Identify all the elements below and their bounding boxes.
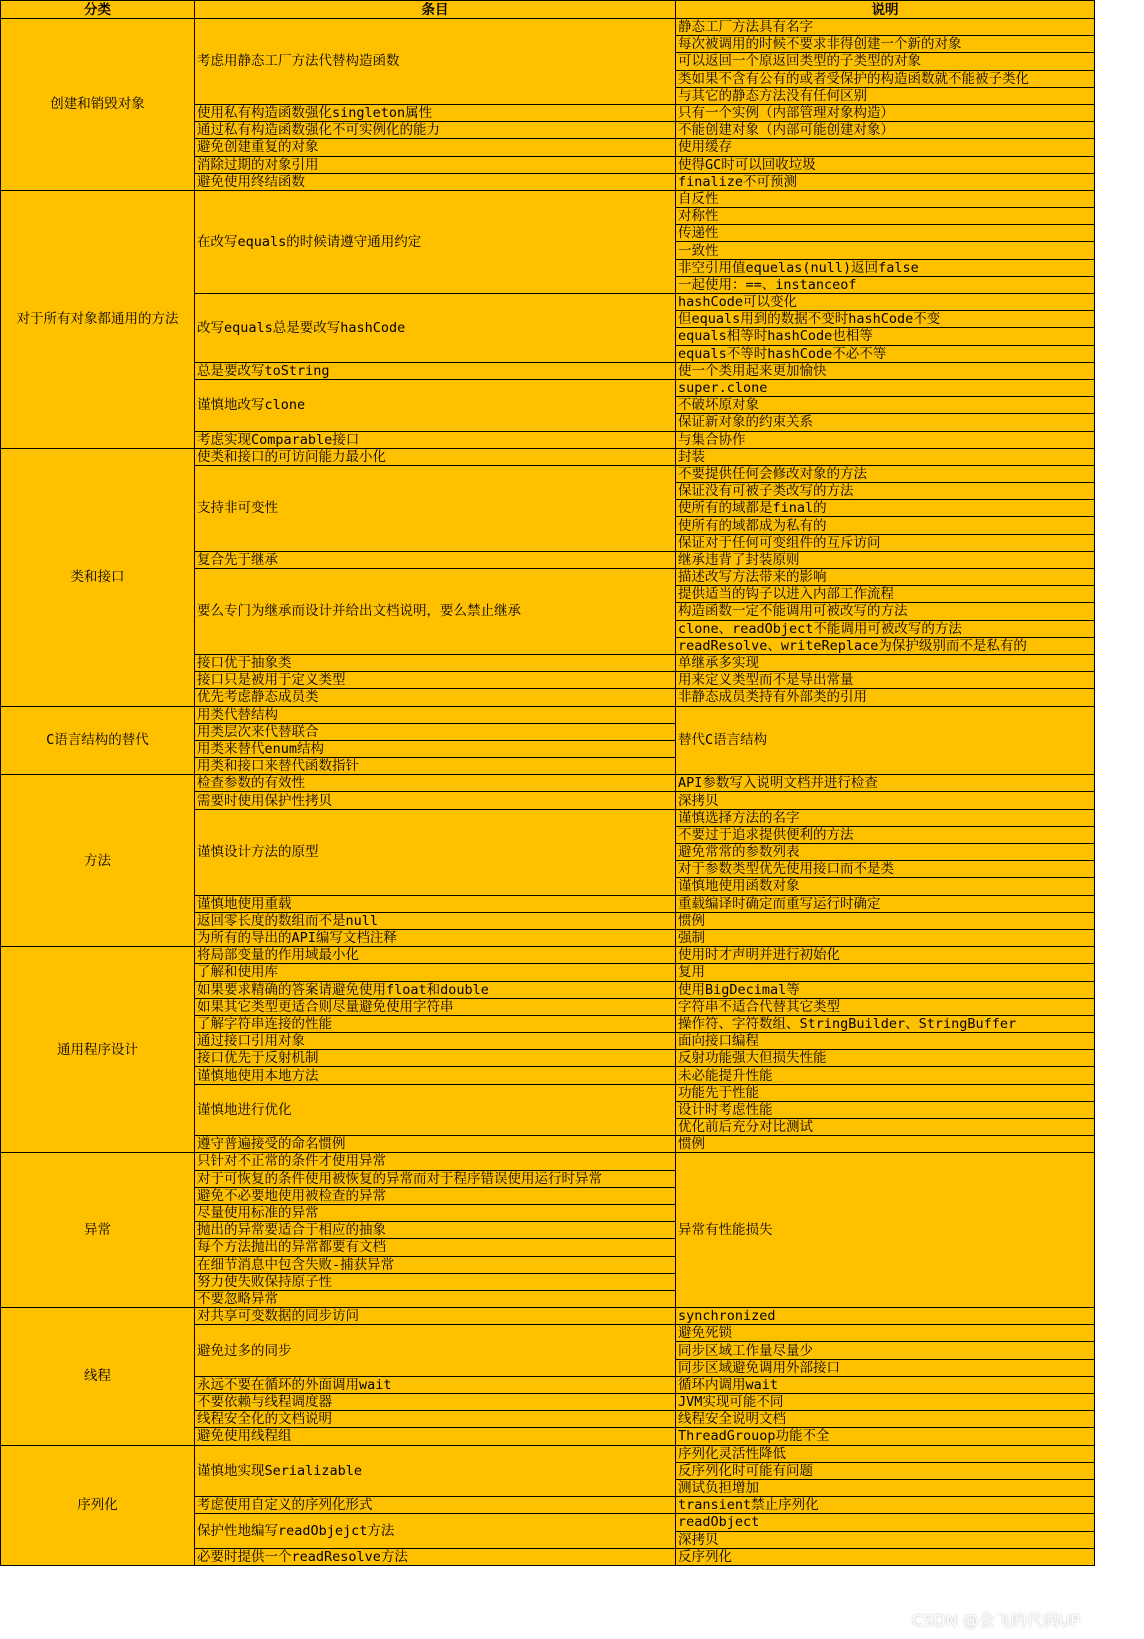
- category-cell: C语言结构的替代: [1, 706, 195, 775]
- note-cell: 每次被调用的时候不要求非得创建一个新的对象: [676, 36, 1095, 53]
- note-cell: 保证新对象的约束关系: [676, 414, 1095, 431]
- note-cell: 面向接口编程: [676, 1033, 1095, 1050]
- item-cell: 用类来替代enum结构: [195, 740, 676, 757]
- item-cell: 谨慎地实现Serializable: [195, 1445, 676, 1497]
- note-cell: 避免死锁: [676, 1325, 1095, 1342]
- note-cell: equals不等时hashCode不必不等: [676, 345, 1095, 362]
- note-cell: ThreadGrouop功能不全: [676, 1428, 1095, 1445]
- note-cell: 重载编译时确定而重写运行时确定: [676, 895, 1095, 912]
- item-cell: 不要依赖与线程调度器: [195, 1394, 676, 1411]
- table-row: [1, 947, 1095, 964]
- note-cell: 线程安全说明文档: [676, 1411, 1095, 1428]
- note-cell: 序列化灵活性降低: [676, 1445, 1095, 1462]
- header-category: 分类: [1, 1, 195, 19]
- note-cell-merged: 替代C语言结构: [676, 706, 1095, 775]
- item-cell: 在细节消息中包含失败-捕获异常: [195, 1256, 676, 1273]
- note-cell: 操作符、字符数组、StringBuilder、StringBuffer: [676, 1015, 1095, 1032]
- item-cell: 要么专门为继承而设计并给出文档说明，要么禁止继承: [195, 569, 676, 655]
- note-cell: synchronized: [676, 1308, 1095, 1325]
- item-cell: 为所有的导出的API编写文档注释: [195, 929, 676, 946]
- table-row: [1, 1445, 1095, 1462]
- item-cell: 避免不必要地使用被检查的异常: [195, 1187, 676, 1204]
- table-row: [1, 775, 1095, 792]
- note-cell: clone、readObject不能调用可被改写的方法: [676, 620, 1095, 637]
- note-cell: 设计时考虑性能: [676, 1101, 1095, 1118]
- note-cell: 同步区域工作量尽量少: [676, 1342, 1095, 1359]
- item-cell: 线程安全化的文档说明: [195, 1411, 676, 1428]
- item-cell: 谨慎地使用重载: [195, 895, 676, 912]
- note-cell: 继承违背了封装原则: [676, 551, 1095, 568]
- note-cell: 反射功能强大但损失性能: [676, 1050, 1095, 1067]
- item-cell: 用类代替结构: [195, 706, 676, 723]
- note-cell: 使用缓存: [676, 139, 1095, 156]
- note-cell: 谨慎选择方法的名字: [676, 809, 1095, 826]
- category-cell: 通用程序设计: [1, 947, 195, 1153]
- item-cell: 尽量使用标准的异常: [195, 1204, 676, 1221]
- item-cell: 抛出的异常要适合于相应的抽象: [195, 1222, 676, 1239]
- table-row: [1, 1308, 1095, 1325]
- note-cell: 保证对于任何可变组件的互斥访问: [676, 534, 1095, 551]
- table-row: [1, 448, 1095, 465]
- category-cell: 类和接口: [1, 448, 195, 706]
- note-cell: 循环内调用wait: [676, 1376, 1095, 1393]
- note-cell: 单继承多实现: [676, 654, 1095, 671]
- table-row: [1, 190, 1095, 207]
- table-row: [1, 706, 1095, 723]
- note-cell: readResolve、writeReplace为保护级别而不是私有的: [676, 637, 1095, 654]
- note-cell: 不能创建对象（内部可能创建对象）: [676, 122, 1095, 139]
- item-cell: 通过私有构造函数强化不可实例化的能力: [195, 122, 676, 139]
- note-cell: super.clone: [676, 379, 1095, 396]
- note-cell: equals相等时hashCode也相等: [676, 328, 1095, 345]
- note-cell: 非空引用值equelas(null)返回false: [676, 259, 1095, 276]
- note-cell: 与其它的静态方法没有任何区别: [676, 87, 1095, 104]
- item-cell: 每个方法抛出的异常都要有文档: [195, 1239, 676, 1256]
- item-cell: 支持非可变性: [195, 465, 676, 551]
- note-cell: 一起使用：==、instanceof: [676, 276, 1095, 293]
- note-cell: 对称性: [676, 208, 1095, 225]
- note-cell: 保证没有可被子类改写的方法: [676, 483, 1095, 500]
- note-cell: 谨慎地使用函数对象: [676, 878, 1095, 895]
- note-cell-merged: 异常有性能损失: [676, 1153, 1095, 1308]
- note-cell: readObject: [676, 1514, 1095, 1531]
- note-cell: 测试负担增加: [676, 1479, 1095, 1496]
- item-cell: 通过接口引用对象: [195, 1033, 676, 1050]
- item-cell: 使用私有构造函数强化singleton属性: [195, 104, 676, 121]
- category-cell: 对于所有对象都通用的方法: [1, 190, 195, 448]
- note-cell: 未必能提升性能: [676, 1067, 1095, 1084]
- note-cell: 不破坏原对象: [676, 397, 1095, 414]
- note-cell: 惯例: [676, 912, 1095, 929]
- item-cell: 不要忽略异常: [195, 1290, 676, 1307]
- note-cell: 使用BigDecimal等: [676, 981, 1095, 998]
- item-cell: 谨慎设计方法的原型: [195, 809, 676, 895]
- note-cell: 优化前后充分对比测试: [676, 1119, 1095, 1136]
- item-cell: 消除过期的对象引用: [195, 156, 676, 173]
- note-cell: 使所有的域都是final的: [676, 500, 1095, 517]
- item-cell: 只针对不正常的条件才使用异常: [195, 1153, 676, 1170]
- item-cell: 如果要求精确的答案请避免使用float和double: [195, 981, 676, 998]
- note-cell: hashCode可以变化: [676, 294, 1095, 311]
- table-row: [1, 19, 1095, 36]
- note-cell: 同步区域避免调用外部接口: [676, 1359, 1095, 1376]
- note-cell: 封装: [676, 448, 1095, 465]
- item-cell: 需要时使用保护性拷贝: [195, 792, 676, 809]
- note-cell: 传递性: [676, 225, 1095, 242]
- item-cell: 谨慎地使用本地方法: [195, 1067, 676, 1084]
- item-cell: 返回零长度的数组而不是null: [195, 912, 676, 929]
- item-cell: 检查参数的有效性: [195, 775, 676, 792]
- item-cell: 在改写equals的时候请遵守通用约定: [195, 190, 676, 293]
- note-cell: 但equals用到的数据不变时hashCode不变: [676, 311, 1095, 328]
- note-cell: 不要过于追求提供便利的方法: [676, 826, 1095, 843]
- item-cell: 避免使用终结函数: [195, 173, 676, 190]
- csdn-watermark: CSDN @会飞的代码UP: [911, 1611, 1080, 1630]
- note-cell: 构造函数一定不能调用可被改写的方法: [676, 603, 1095, 620]
- note-cell: 反序列化时可能有问题: [676, 1462, 1095, 1479]
- item-cell: 了解字符串连接的性能: [195, 1015, 676, 1032]
- note-cell: 提供适当的钩子以进入内部工作流程: [676, 586, 1095, 603]
- category-cell: 序列化: [1, 1445, 195, 1565]
- note-cell: 只有一个实例（内部管理对象构造）: [676, 104, 1095, 121]
- item-cell: 优先考虑静态成员类: [195, 689, 676, 706]
- item-cell: 了解和使用库: [195, 964, 676, 981]
- note-cell: 静态工厂方法具有名字: [676, 19, 1095, 36]
- item-cell: 对共享可变数据的同步访问: [195, 1308, 676, 1325]
- item-cell: 用类和接口来替代函数指针: [195, 758, 676, 775]
- note-cell: 一致性: [676, 242, 1095, 259]
- item-cell: 必要时提供一个readResolve方法: [195, 1548, 676, 1565]
- table-row: [1, 1153, 1095, 1170]
- header-row: [1, 1, 1095, 19]
- item-cell: 永远不要在循环的外面调用wait: [195, 1376, 676, 1393]
- note-cell: 强制: [676, 929, 1095, 946]
- note-cell: 功能先于性能: [676, 1084, 1095, 1101]
- note-cell: 反序列化: [676, 1548, 1095, 1565]
- item-cell: 复合先于继承: [195, 551, 676, 568]
- item-cell: 总是要改写toString: [195, 362, 676, 379]
- item-cell: 避免创建重复的对象: [195, 139, 676, 156]
- note-cell: 类如果不含有公有的或者受保护的构造函数就不能被子类化: [676, 70, 1095, 87]
- item-cell: 用类层次来代替联合: [195, 723, 676, 740]
- note-cell: 字符串不适合代替其它类型: [676, 998, 1095, 1015]
- note-cell: finalize不可预测: [676, 173, 1095, 190]
- item-cell: 保护性地编写readObjejct方法: [195, 1514, 676, 1548]
- note-cell: 避免常常的参数列表: [676, 844, 1095, 861]
- note-cell: 自反性: [676, 190, 1095, 207]
- note-cell: 使得GC时可以回收垃圾: [676, 156, 1095, 173]
- item-cell: 接口只是被用于定义类型: [195, 672, 676, 689]
- header-note: 说明: [676, 1, 1095, 19]
- item-cell: 接口优先于反射机制: [195, 1050, 676, 1067]
- item-cell: 将局部变量的作用域最小化: [195, 947, 676, 964]
- note-cell: 非静态成员类持有外部类的引用: [676, 689, 1095, 706]
- item-cell: 避免过多的同步: [195, 1325, 676, 1377]
- item-cell: 改写equals总是要改写hashCode: [195, 294, 676, 363]
- note-cell: 深拷贝: [676, 792, 1095, 809]
- category-cell: 方法: [1, 775, 195, 947]
- table-body: [1, 19, 1095, 1566]
- item-cell: 考虑使用自定义的序列化形式: [195, 1497, 676, 1514]
- item-cell: 使类和接口的可访问能力最小化: [195, 448, 676, 465]
- item-cell: 如果其它类型更适合则尽量避免使用字符串: [195, 998, 676, 1015]
- item-cell: 努力使失败保持原子性: [195, 1273, 676, 1290]
- category-cell: 异常: [1, 1153, 195, 1308]
- note-cell: JVM实现可能不同: [676, 1394, 1095, 1411]
- note-cell: 使一个类用起来更加愉快: [676, 362, 1095, 379]
- note-cell: 使所有的域都成为私有的: [676, 517, 1095, 534]
- note-cell: 与集合协作: [676, 431, 1095, 448]
- item-cell: 谨慎地改写clone: [195, 379, 676, 431]
- note-cell: 描述改写方法带来的影响: [676, 569, 1095, 586]
- item-cell: 考虑实现Comparable接口: [195, 431, 676, 448]
- category-cell: 线程: [1, 1308, 195, 1446]
- item-cell: 考虑用静态工厂方法代替构造函数: [195, 19, 676, 105]
- item-cell: 遵守普遍接受的命名惯例: [195, 1136, 676, 1153]
- category-cell: 创建和销毁对象: [1, 19, 195, 191]
- note-cell: 复用: [676, 964, 1095, 981]
- item-cell: 避免使用线程组: [195, 1428, 676, 1445]
- note-cell: transient禁止序列化: [676, 1497, 1095, 1514]
- note-cell: 可以返回一个原返回类型的子类型的对象: [676, 53, 1095, 70]
- note-cell: 不要提供任何会修改对象的方法: [676, 465, 1095, 482]
- note-cell: 用来定义类型而不是导出常量: [676, 672, 1095, 689]
- item-cell: 对于可恢复的条件使用被恢复的异常而对于程序错误使用运行时异常: [195, 1170, 676, 1187]
- item-cell: 谨慎地进行优化: [195, 1084, 676, 1136]
- item-cell: 接口优于抽象类: [195, 654, 676, 671]
- note-cell: 对于参数类型优先使用接口而不是类: [676, 861, 1095, 878]
- note-cell: 使用时才声明并进行初始化: [676, 947, 1095, 964]
- note-cell: 深拷贝: [676, 1531, 1095, 1548]
- header-item: 条目: [195, 1, 676, 19]
- note-cell: 惯例: [676, 1136, 1095, 1153]
- note-cell: API参数写入说明文档并进行检查: [676, 775, 1095, 792]
